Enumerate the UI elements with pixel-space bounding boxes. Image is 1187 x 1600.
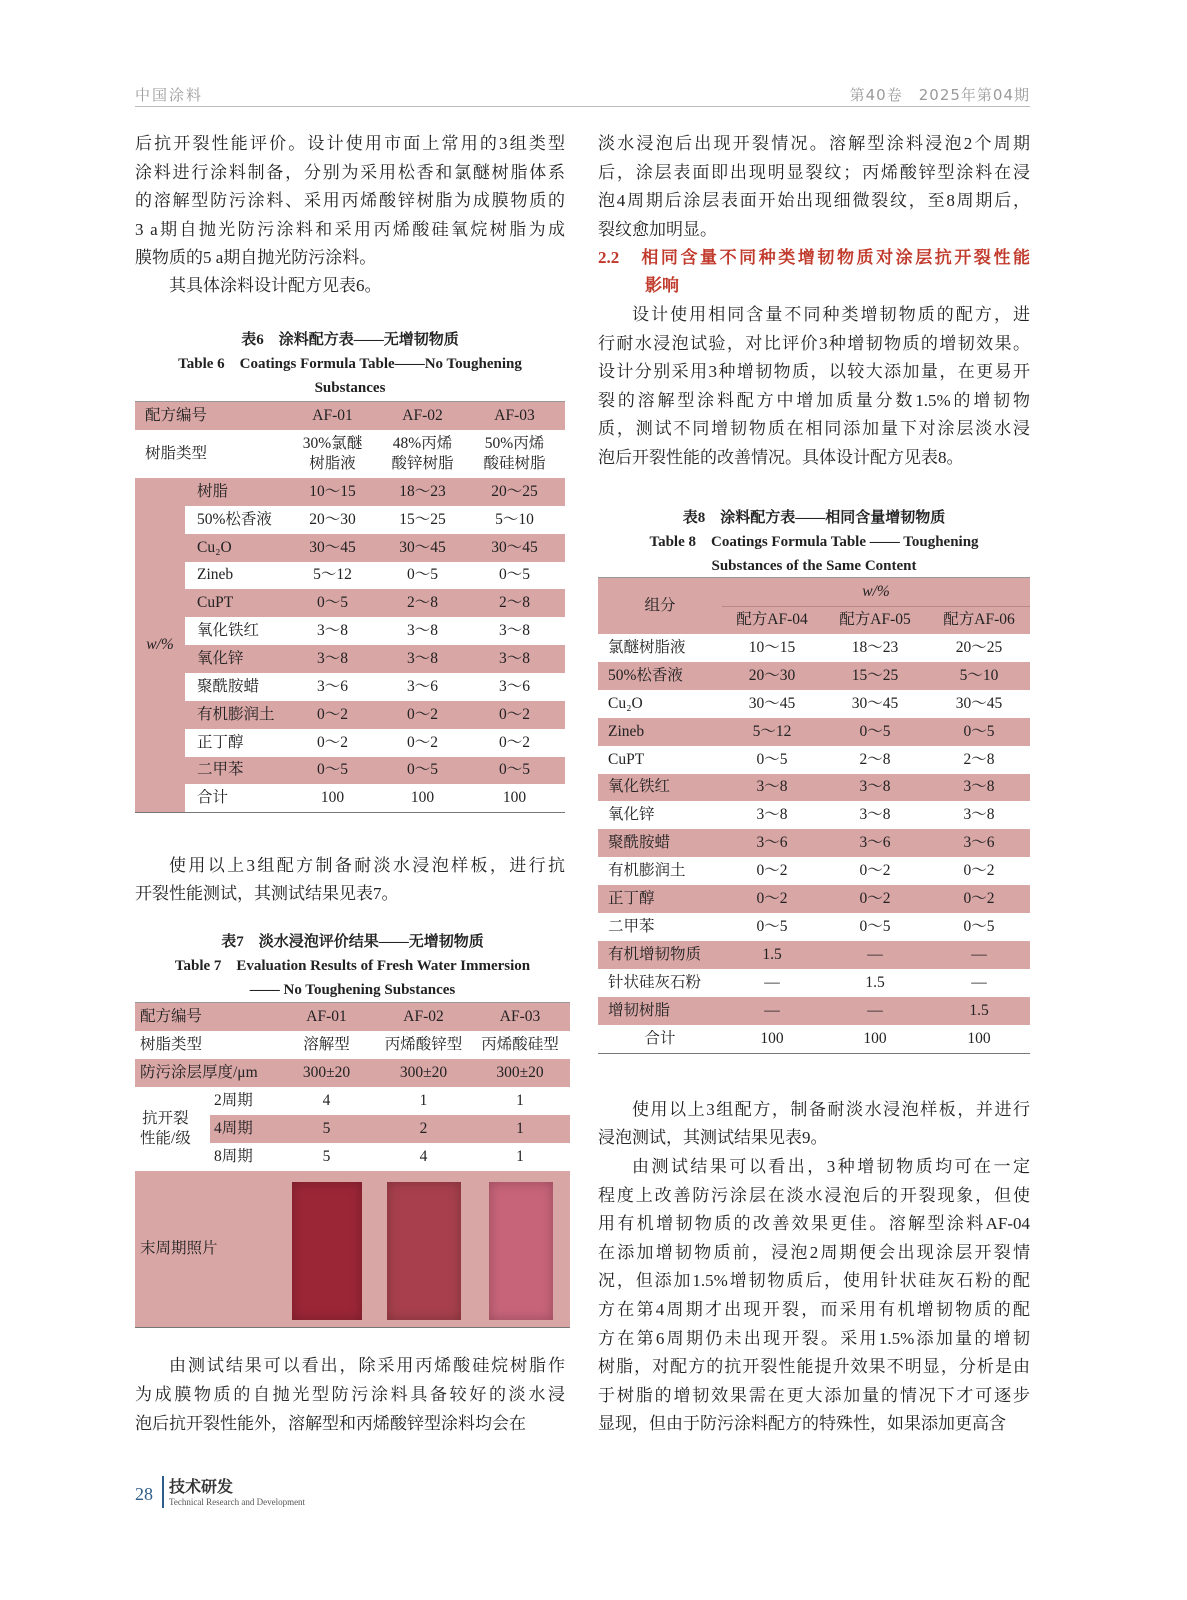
table-cell: 增韧树脂: [608, 1001, 671, 1019]
paragraph-line: 方在第4周期才出现开裂，而采用有机增韧物质的配: [598, 1300, 1030, 1319]
table-cell: 30～45: [399, 538, 446, 556]
table-cell: 50%松香液: [197, 510, 272, 528]
table-cell: 有机膨润土: [197, 705, 275, 723]
table-cell: —: [867, 1001, 883, 1019]
table-cell: 有机膨润土: [608, 862, 686, 880]
footer-divider: [162, 1476, 164, 1508]
table-cell: 0～5: [963, 722, 995, 740]
table-cell: 0～2: [406, 733, 438, 751]
paragraph-line: 由测试结果可以看出，3种增韧物质均可在一定: [632, 1157, 1030, 1176]
paragraph-line: 况，但添加1.5%增韧物质后，使用针状硅灰石粉的配: [598, 1271, 1030, 1291]
table-cell: 0～5: [316, 761, 348, 779]
table-cell: 树脂类型: [140, 1036, 203, 1053]
paragraph-line: 用有机增韧物质的改善效果更佳。溶解型涂料AF-04: [598, 1214, 1030, 1234]
table-cell: 5～12: [313, 566, 352, 584]
table-cell: 10～15: [309, 482, 356, 500]
table-cell: 30～45: [748, 694, 796, 712]
paragraph-line: 影响: [645, 276, 679, 295]
table-cell: 0～2: [859, 890, 891, 908]
table-cell: 3～6: [406, 677, 438, 695]
table-rule: [135, 812, 565, 813]
table-cell: 针状硅灰石粉: [608, 973, 702, 991]
table-cell: 100: [410, 789, 435, 807]
table-cell: 30～45: [955, 694, 1003, 712]
paragraph-line: 后，涂层表面即出现明显裂纹；丙烯酸锌型涂料在浸: [598, 162, 1030, 182]
table-cell: 氧化铁红: [608, 778, 671, 796]
table-cell: 1.5: [969, 1001, 989, 1019]
table-cell: 2～8: [963, 750, 995, 768]
table-cell: 10～15: [748, 638, 796, 656]
table-cell: 18～23: [851, 638, 899, 656]
table-cell: 0～2: [756, 862, 788, 880]
journal-name: 中国涂料: [135, 86, 204, 104]
table-rule: [598, 1053, 1030, 1054]
table-cell: 0～5: [859, 722, 891, 740]
table-cell: 3～6: [963, 834, 995, 852]
table-caption: —— No Toughening Substances: [249, 982, 456, 998]
table-cell: 20～30: [748, 666, 796, 684]
paragraph-line: 后抗开裂性能评价。设计使用市面上常用的3组类型: [135, 134, 565, 153]
table-cell: 100: [863, 1029, 887, 1047]
table-cell: 氧化锌: [197, 650, 244, 668]
table-cell: 配方编号: [140, 1008, 203, 1025]
table-cell: 氧化铁红: [197, 622, 260, 640]
table-cell: 丙烯酸硅型: [481, 1036, 559, 1053]
paragraph-line: 涂料进行涂料制备，分别为采用松香和氯醚树脂体系: [135, 162, 565, 182]
table-cell: 3～6: [756, 834, 788, 852]
table-cell: CuPT: [197, 594, 234, 612]
table-cell: 8周期: [214, 1148, 253, 1165]
table-cell: 100: [320, 789, 345, 807]
table-cell: 二甲苯: [197, 761, 244, 779]
paragraph-line: 裂纹愈加明显。: [598, 219, 717, 239]
table-caption: Substances of the Same Content: [711, 558, 917, 574]
table-cell: —: [971, 945, 987, 963]
paragraph-line: 浸泡测试，其测试结果见表9。: [598, 1128, 828, 1147]
table-rule: [135, 1327, 570, 1328]
table-cell: 2: [419, 1120, 428, 1137]
table-cell: 0～5: [963, 917, 995, 935]
table-cell: 4周期: [214, 1120, 253, 1137]
table-cell: 0～5: [498, 566, 530, 584]
table-cell: 二甲苯: [608, 917, 655, 935]
table-cell: 3～8: [756, 806, 788, 824]
table-cell: 20～30: [309, 510, 356, 528]
table-cell: 2～8: [406, 594, 438, 612]
table-cell: 5: [322, 1120, 331, 1137]
table-cell: 0～5: [406, 566, 438, 584]
coating-photo-3: [489, 1182, 553, 1320]
table-cell: 300±20: [302, 1064, 351, 1081]
paragraph-line: 3 a期自抛光防污涂料和采用丙烯酸硅氧烷树脂为成: [135, 219, 565, 239]
table-cell: 树脂类型: [145, 445, 208, 462]
table-cell: Zineb: [608, 722, 645, 740]
paragraph-line: 泡后抗开裂性能外，溶解型和丙烯酸锌型涂料均会在: [135, 1413, 526, 1433]
table-cell: 18～23: [399, 482, 446, 500]
table-cell: 4: [419, 1148, 428, 1165]
table-cell: 3～6: [316, 677, 348, 695]
table-cell: 30～45: [491, 538, 538, 556]
table-cell: 30～45: [309, 538, 356, 556]
table-cell: —: [764, 1001, 780, 1019]
group-label: w/%: [862, 583, 890, 600]
paragraph-line: 行耐水浸泡试验，对比评价3种增韧物质的增韧效果。: [598, 333, 1030, 353]
table-cell: 合计: [197, 789, 229, 807]
paragraph-line: 使用以上3组配方制备耐淡水浸泡样板，进行抗: [169, 856, 565, 875]
table-cell: 正丁醇: [608, 890, 655, 908]
photo-label: 末周期照片: [140, 1240, 218, 1257]
table-caption: 表8 涂料配方表——相同含量增韧物质: [682, 510, 946, 526]
crack-label: 抗开裂 性能/级: [140, 1110, 191, 1147]
footer-section-en: Technical Research and Development: [169, 1497, 306, 1507]
table-cell: 0～2: [316, 705, 348, 723]
paragraph-line: 膜物质的5 a期自抛光防污涂料。: [135, 248, 377, 268]
table-cell: 0～2: [963, 862, 995, 880]
paragraph-line: 为成膜物质的自抛光型防污涂料具备较好的淡水浸: [135, 1384, 565, 1404]
table-cell: 1: [419, 1092, 428, 1109]
table-cell: 1.5: [762, 945, 782, 963]
table-cell: 0～2: [406, 705, 438, 723]
table-cell: 3～8: [316, 622, 348, 640]
table-cell: 3～8: [859, 778, 891, 796]
table-cell: CuPT: [608, 750, 645, 768]
table-cell: 100: [502, 789, 527, 807]
table-cell: 1: [516, 1120, 524, 1137]
table-cell: 配方AF-05: [839, 611, 911, 628]
table-cell: 0～2: [963, 890, 995, 908]
table-cell: 配方AF-06: [943, 611, 1015, 628]
table-cell: 0～2: [859, 862, 891, 880]
paragraph-line: 显现，但由于防污涂料配方的特殊性，如果添加更高含: [598, 1414, 1006, 1434]
table-cell: 2～8: [498, 594, 530, 612]
table-cell: 3～6: [498, 677, 530, 695]
paragraph-line: 的溶解型防污涂料、采用丙烯酸锌树脂为成膜物质的: [135, 191, 565, 211]
table-cell: 3～8: [756, 778, 788, 796]
paragraph-line: 开裂性能测试，其测试结果见表7。: [135, 884, 399, 903]
table-cell: 15～25: [851, 666, 899, 684]
table-caption: Table 7 Evaluation Results of Fresh Water Immersion: [174, 958, 531, 974]
paragraph-line: 程度上改善防污涂层在淡水浸泡后的开裂现象，但使: [598, 1185, 1030, 1205]
table-cell: AF-01: [312, 407, 353, 424]
table-cell: 5: [322, 1148, 331, 1165]
table-cell: 0～5: [756, 917, 788, 935]
table-cell: Zineb: [197, 566, 234, 584]
table-cell: 0～5: [498, 761, 530, 779]
table-cell: 5～10: [959, 666, 999, 684]
table-cell: 1: [516, 1148, 524, 1165]
table-cell: 0～5: [756, 750, 788, 768]
table-cell: 溶解型: [303, 1036, 350, 1053]
table-cell: 0～5: [406, 761, 438, 779]
paragraph-line: 设计使用相同含量不同种类增韧物质的配方，进: [632, 305, 1030, 324]
table-cell: AF-02: [403, 1008, 444, 1025]
table-cell: AF-03: [494, 407, 535, 424]
table-cell: 4: [322, 1092, 331, 1109]
table-cell: 聚酰胺蜡: [197, 677, 260, 695]
paragraph-line: 其具体涂料设计配方见表6。: [169, 276, 382, 295]
table-cell: 50%松香液: [608, 666, 683, 684]
table-cell: 20～25: [491, 482, 538, 500]
table-cell: 氯醚树脂液: [608, 638, 686, 656]
paragraph-line: 树脂，对配方的抗开裂性能提升效果不明显，分析是由: [598, 1357, 1030, 1377]
table-cell: 0～5: [859, 917, 891, 935]
table-cell: —: [971, 973, 987, 991]
table-cell: 0～2: [498, 733, 530, 751]
paragraph-line: 使用以上3组配方，制备耐淡水浸泡样板，并进行: [632, 1100, 1030, 1119]
table-cell: 3～8: [963, 778, 995, 796]
table-cell: 正丁醇: [197, 733, 244, 751]
table-cell: 合计: [644, 1029, 676, 1047]
head-label: 组分: [644, 597, 676, 614]
table-cell: 50%丙烯 酸硅树脂: [483, 435, 546, 472]
table-cell: AF-03: [499, 1008, 541, 1025]
table-caption: Substances: [314, 380, 386, 396]
table-cell: 2～8: [859, 750, 891, 768]
table-cell: 100: [967, 1029, 991, 1047]
paragraph-line: 方在第6周期仍未出现开裂。采用1.5%添加量的增韧: [598, 1328, 1030, 1348]
table-cell: 300±20: [496, 1064, 544, 1081]
group-label: w/%: [146, 636, 174, 654]
table-cell: 3～8: [406, 650, 438, 668]
issue-info: 第40卷 2025年第04期: [849, 86, 1030, 104]
table-cell: 有机增韧物质: [608, 945, 702, 963]
table-cell: 0～2: [316, 733, 348, 751]
table-cell: 3～8: [316, 650, 348, 668]
table-cell: 树脂: [197, 482, 229, 500]
table-caption: 表7 淡水浸泡评价结果——无增韧物质: [221, 934, 484, 950]
paragraph-line: 泡后开裂性能的改善情况。具体设计配方见表8。: [598, 447, 964, 467]
table-cell: 防污涂层厚度/μm: [140, 1064, 258, 1081]
table-caption: Table 6 Coatings Formula Table——No Toughening: [178, 356, 522, 372]
paragraph-line: 淡水浸泡后出现开裂情况。溶解型涂料浸泡2个周期: [598, 134, 1030, 153]
table-cell: 100: [760, 1029, 784, 1047]
table-cell: 3～8: [498, 650, 530, 668]
table-cell: Cu₂O: [197, 538, 232, 556]
table-cell: 20～25: [955, 638, 1003, 656]
table-cell: 配方编号: [145, 407, 208, 424]
table-cell: 30%氯醚 树脂液: [302, 435, 363, 472]
paragraph-line: 由测试结果可以看出，除采用丙烯酸硅烷树脂作: [169, 1356, 565, 1375]
paragraph-line: 于树脂的增韧效果需在更大添加量的情况下才可逐步: [598, 1385, 1030, 1405]
paragraph-line: 泡4周期后涂层表面开始出现细微裂纹，至8周期后，: [598, 191, 1030, 211]
table-cell: 5～10: [495, 510, 534, 528]
table-cell: 3～6: [859, 834, 891, 852]
table-cell: 丙烯酸锌型: [384, 1036, 463, 1053]
table-cell: 0～5: [316, 594, 348, 612]
table-cell: 300±20: [399, 1064, 448, 1081]
table-cell: 3～8: [859, 806, 891, 824]
paragraph-line: 2.2 相同含量不同种类增韧物质对涂层抗开裂性能: [598, 248, 1030, 267]
table-cell: 48%丙烯 酸锌树脂: [391, 435, 454, 472]
table-cell: Cu₂O: [608, 694, 643, 712]
table-cell: AF-01: [306, 1008, 347, 1025]
table-cell: 0～2: [756, 890, 788, 908]
table-cell: 聚酰胺蜡: [608, 834, 671, 852]
table-cell: 3～8: [963, 806, 995, 824]
table-cell: 2周期: [214, 1092, 253, 1109]
table-cell: 30～45: [851, 694, 899, 712]
coating-photo-2: [387, 1182, 461, 1320]
table-cell: —: [867, 945, 883, 963]
table-caption: Table 8 Coatings Formula Table —— Toughening: [649, 534, 979, 550]
table-cell: —: [764, 973, 780, 991]
table-cell: 3～8: [406, 622, 438, 640]
table-cell: 5～12: [752, 722, 792, 740]
table-cell: 3～8: [498, 622, 530, 640]
paragraph-line: 质，测试不同增韧物质在相同添加量下对涂层淡水浸: [598, 419, 1030, 438]
header-rule: [135, 106, 1030, 107]
table-cell: 15～25: [399, 510, 446, 528]
table-cell: 配方AF-04: [736, 611, 808, 628]
table-cell: 1: [516, 1092, 524, 1109]
coating-photo-1: [292, 1182, 362, 1320]
footer-section: 技术研发: [169, 1477, 234, 1496]
paragraph-line: 在添加增韧物质前，浸泡2周期便会出现涂层开裂情: [598, 1242, 1030, 1262]
page-number: 28: [135, 1484, 153, 1504]
table-cell: 氧化锌: [608, 806, 655, 824]
paragraph-line: 裂的溶解型涂料配方中增加质量分数1.5%的增韧物: [598, 390, 1030, 410]
paragraph-line: 设计分别采用3种增韧物质，以较大添加量，在更易开: [598, 362, 1030, 381]
table-cell: 1.5: [865, 973, 885, 991]
table-cell: 0～2: [498, 705, 530, 723]
table-caption: 表6 涂料配方表——无增韧物质: [241, 332, 459, 348]
table-cell: AF-02: [402, 407, 443, 424]
